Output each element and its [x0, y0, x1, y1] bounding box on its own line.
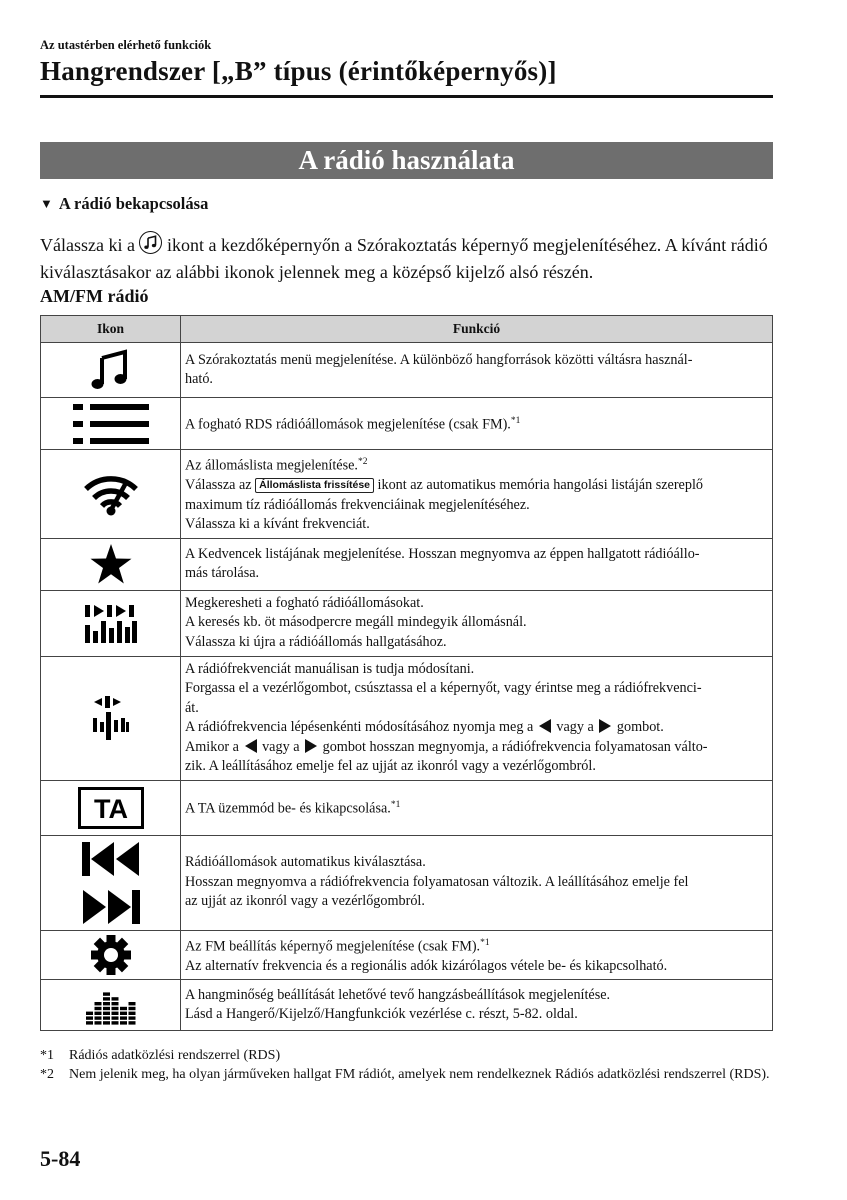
icon-cell — [41, 343, 181, 398]
row-text: Lásd a Hangerő/Kijelző/Hangfunkciók vezérlése c. részt, 5-82. oldal. — [185, 1006, 578, 1023]
equalizer-block — [111, 998, 118, 1001]
equalizer-block — [94, 1017, 101, 1020]
table-row — [41, 930, 773, 980]
footnote-text: Rádiós adatközlési rendszerrel (RDS) — [69, 1048, 281, 1063]
icon-cell — [41, 980, 181, 1031]
row-text: Válassza az — [185, 477, 256, 494]
icon-cell — [41, 780, 181, 835]
equalizer-block — [103, 1017, 110, 1020]
equalizer-block — [86, 1022, 93, 1025]
right-arrow-icon — [599, 719, 611, 733]
equalizer-block — [111, 1017, 118, 1020]
icon-cell — [41, 450, 181, 539]
footnote-ref: *1 — [390, 800, 401, 811]
subsection-heading — [40, 194, 208, 214]
equalizer-block — [86, 1012, 93, 1015]
function-cell — [181, 538, 773, 590]
row-text: A TA üzemmód be- és kikapcsolása. — [185, 800, 391, 817]
tune-icon — [93, 696, 129, 740]
gear-icon — [90, 934, 132, 976]
footnote-mark: *2 — [40, 1067, 54, 1082]
equalizer-block — [128, 1017, 135, 1020]
intro-text-end: ikont a kezdőképernyőn a Szórakoztatás képernyő megjelenítéséhez. A kívánt rádió kiválasztásakor az alábbi ikonok jelennek meg a középső kijelző alsó részén. — [40, 235, 768, 282]
row-text: A keresés kb. öt másodpercre megáll mindegyik állomásnál. — [185, 614, 527, 631]
station-list-refresh-button[interactable]: Állomáslista frissítése — [255, 478, 374, 493]
row-text: más tárolása. — [185, 565, 260, 582]
row-text: ható. — [185, 371, 213, 387]
equalizer-block — [120, 1012, 127, 1015]
footnote — [40, 1065, 775, 1084]
row-text: Az FM beállítás képernyő megjelenítése (csak FM). — [185, 938, 481, 955]
intro-paragraph — [40, 231, 775, 286]
table-row — [41, 835, 773, 930]
triangle-bullet-icon: ▼ — [40, 196, 53, 211]
equalizer-block — [128, 1012, 135, 1015]
subsection-heading-text: A rádió bekapcsolása — [58, 194, 209, 213]
scan-icon — [85, 601, 137, 645]
equalizer-block — [103, 1007, 110, 1010]
function-cell — [181, 343, 773, 398]
table-row — [41, 656, 773, 780]
row-text: Hosszan megnyomva a rádiófrekvencia folyamatosan változik. A leállításához emelje fel — [185, 873, 689, 890]
footnotes — [40, 1046, 775, 1084]
chapter-title: Hangrendszer [„B” típus (érintőképernyős)] — [40, 56, 557, 86]
equalizer-block — [120, 1007, 127, 1010]
row-text: Megkeresheti a fogható rádióállomásokat. — [185, 594, 424, 611]
equalizer-block — [103, 1022, 110, 1025]
equalizer-block — [103, 1002, 110, 1005]
row-text: az ujját az ikonról vagy a vezérlőgombról. — [185, 893, 425, 910]
equalizer-block — [120, 1022, 127, 1025]
row-text: A Szórakoztatás menü megjelenítése. A különböző hangforrások közötti váltásra használ- — [185, 351, 693, 368]
music-note-icon — [89, 348, 133, 392]
row-text: Válassza ki a kívánt frekvenciát. — [185, 516, 370, 533]
equalizer-block — [94, 1022, 101, 1025]
row-text: át. — [185, 699, 199, 716]
row-text: gombot. — [613, 719, 664, 736]
left-arrow-icon — [539, 719, 551, 733]
equalizer-block — [111, 1012, 118, 1015]
row-text: Forgassa el a vezérlőgombot, csúsztassa el a képernyőt, vagy érintse meg a rádiófrekvenci- — [185, 680, 702, 697]
row-text: A hangminőség beállítását lehetővé tevő hangzásbeállítások megjelenítése. — [185, 986, 611, 1003]
table-row — [41, 398, 773, 450]
icon-cell — [41, 590, 181, 656]
table-row — [41, 538, 773, 590]
section-label: Az utastérben elérhető funkciók — [40, 38, 212, 52]
footnote-ref: *1 — [510, 415, 521, 426]
equalizer-icon — [86, 984, 136, 1026]
row-text: Válassza ki újra a rádióállomás hallgatásához. — [185, 633, 447, 650]
row-text: Rádióállomások automatikus kiválasztása. — [185, 854, 426, 871]
function-cell — [181, 930, 773, 980]
page-number: 5-84 — [40, 1146, 81, 1171]
ta-icon-label: TA — [93, 793, 128, 824]
row-text: vagy a — [258, 738, 304, 755]
icon-cell — [41, 930, 181, 980]
icon-cell — [41, 656, 181, 780]
footnote-mark: *1 — [40, 1048, 54, 1063]
row-text: ikont az automatikus memória hangolási listáján szereplő — [374, 477, 703, 494]
signal-fan-icon — [83, 472, 139, 516]
row-text: A Kedvencek listájának megjelenítése. Hosszan megnyomva az éppen hallgatott rádióállo- — [185, 545, 700, 562]
function-cell — [181, 835, 773, 930]
equalizer-block — [128, 1002, 135, 1005]
function-column-header: Funkció — [181, 316, 773, 343]
function-table — [40, 315, 773, 1031]
table-row — [41, 450, 773, 539]
icon-cell — [41, 835, 181, 930]
left-arrow-icon — [245, 739, 257, 753]
equalizer-block — [111, 1002, 118, 1005]
footnote-ref: *2 — [357, 457, 368, 467]
table-row — [41, 980, 773, 1031]
equalizer-block — [128, 1007, 135, 1010]
footnote-text: Nem jelenik meg, ha olyan járműveken hallgat FM rádiót, amelyek nem rendelkeznek Rádiós adatközlési rendszerrel (RDS). — [69, 1067, 770, 1082]
function-cell — [181, 450, 773, 539]
footnote — [40, 1046, 775, 1065]
equalizer-block — [94, 1012, 101, 1015]
right-arrow-icon — [305, 739, 317, 753]
row-text: Amikor a — [185, 738, 243, 755]
music-note-icon — [139, 231, 162, 254]
equalizer-block — [111, 1022, 118, 1025]
equalizer-block — [94, 1007, 101, 1010]
equalizer-block — [128, 1022, 135, 1025]
row-text: Az alternatív frekvencia és a regionális adók kizárólagos vétele be- és kikapcsolható. — [185, 957, 668, 974]
icon-cell — [41, 538, 181, 590]
equalizer-block — [103, 1012, 110, 1015]
row-text: A rádiófrekvenciát manuálisan is tudja módosítani. — [185, 660, 475, 677]
ta-icon — [78, 787, 144, 829]
footnote-ref: *1 — [480, 937, 490, 948]
seek-forward-icon — [82, 890, 140, 924]
row-text: A fogható RDS rádióállomások megjelenítése (csak FM). — [185, 416, 511, 433]
row-text: vagy a — [552, 719, 598, 736]
row-text: maximum tíz rádióállomás frekvenciáinak megjelenítéséhez. — [185, 496, 530, 513]
table-row — [41, 780, 773, 835]
equalizer-block — [103, 993, 110, 996]
function-cell — [181, 656, 773, 780]
star-icon — [90, 544, 132, 584]
function-cell — [181, 398, 773, 450]
row-text: A rádiófrekvencia lépésenkénti módosításához nyomja meg a — [185, 719, 537, 736]
row-text: gombot hosszan megnyomja, a rádiófrekvencia folyamatosan válto- — [319, 738, 708, 755]
equalizer-block — [103, 998, 110, 1001]
list-icon — [73, 404, 149, 444]
equalizer-block — [94, 1002, 101, 1005]
table-header-row — [41, 316, 773, 343]
row-text: zik. A leállításához emelje fel az ujját az ikonról vagy a vezérlőgombról. — [185, 758, 596, 775]
icon-cell — [41, 398, 181, 450]
row-text: Az állomáslista megjelenítése. — [185, 457, 358, 474]
amfm-heading: AM/FM rádió — [40, 286, 149, 306]
function-cell — [181, 980, 773, 1031]
function-cell — [181, 590, 773, 656]
section-banner: A rádió használata — [40, 142, 773, 179]
table-row — [41, 343, 773, 398]
equalizer-block — [86, 1017, 93, 1020]
function-cell — [181, 780, 773, 835]
table-row — [41, 590, 773, 656]
equalizer-block — [111, 1007, 118, 1010]
intro-text-start: Válassza ki a — [40, 235, 140, 255]
equalizer-block — [120, 1017, 127, 1020]
title-rule — [40, 95, 773, 98]
icon-column-header: Ikon — [41, 316, 181, 343]
seek-back-icon — [82, 842, 140, 876]
